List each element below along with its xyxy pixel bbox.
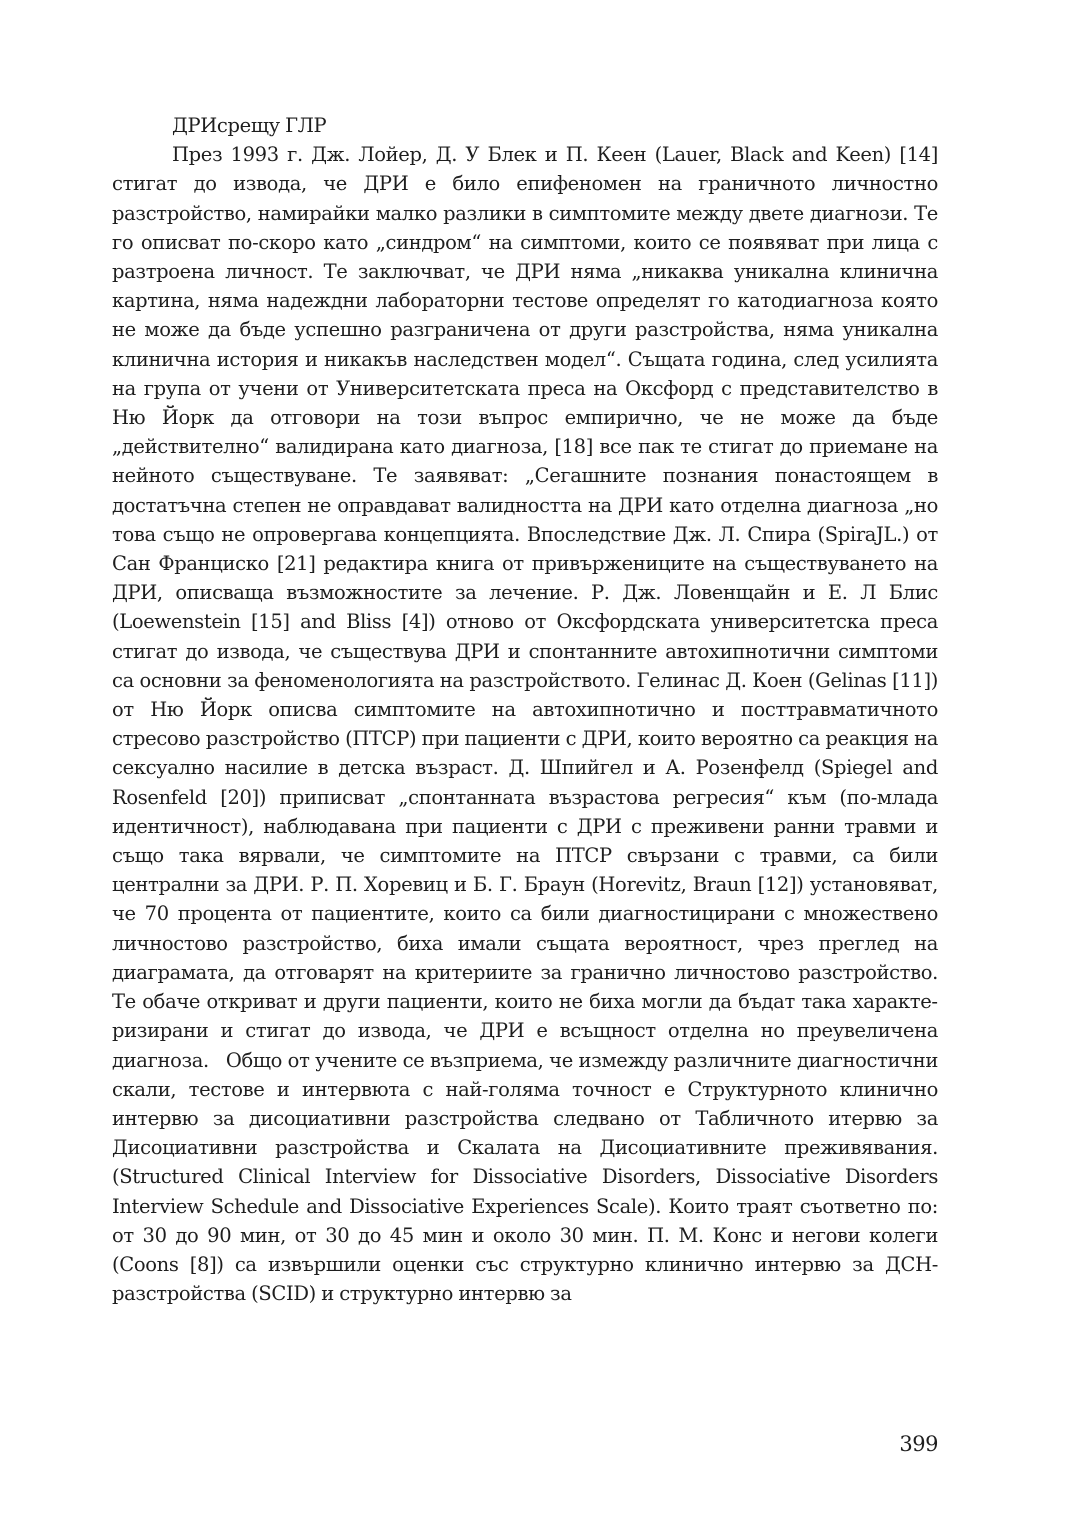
page-number: 399 xyxy=(899,1432,938,1456)
section-heading: ДРИсрещу ГЛР xyxy=(172,114,327,137)
body-text-block xyxy=(112,111,938,1308)
body-paragraph: През 1993 г. Дж. Лойер, Д. У Блек и П. Кеен (Lauer, Black and Keen) [14] стигат до извода, че ДРИ е било епифеномен на граничното личностно разстройство, намирайки малко разлики в симптомите между двете диагнози. Те го описват по-скоро като „синдром“ на симптоми, които се появяват при лица с разтроена личност. Те заключват, че ДРИ няма „никаква уникална клинична картина, няма надеждни лабораторни тестове определят го катодиагноза която не може да бъде успешно разграничена от други разстройства, няма уникална клинична история и никакъв наследствен модел“. Същата година, след усилията на група от учени от Университетската преса на Оксфорд с представителство в Ню Йорк да отговори на този въпрос емпирично, че не може да бъде „действително“ валидирана като диагноза, [18] все пак те стигат до приемане на нейното съществуване. Те заявяват: „Сегашните познания понастоящем в достатъчна степен не оправдават валидността на ДРИ като отделна диагноза „но това също не опровергава концепцията. Впоследствие Дж. Л. Спира (SpiraJL.) от Сан Франциско [21] редактира книга от привържениците на съществуването на ДРИ, описваща възможностите за лечение. Р. Дж. Ловенщайн и Е. Л Блис (Loewenstein [15] and Bliss [4]) отново от Оксфордската университетска преса стигат до извода, че съществува ДРИ и спонтанните автохипнотични симптоми са основни за феноменологията на разстройството. Гелинас Д. Коен (Gelinas [11]) от Ню Йорк описва симптомите на автохипнотично и посттравматичното стресово разстройство (ПТСР) при пациенти с ДРИ, които вероятно са реакция на сексуално насилие в детска възраст. Д. Шпийгел и А. Розенфелд (Spiegel and Rosenfeld [20]) приписват „спонтанната възрастова регресия“ към (по-млада идентичност), наблюдавана при пациенти с ДРИ с преживени ранни травми и също така вярвали, че симптомите на ПТСР свързани с травми, са били централни за ДРИ. Р. П. Хоревиц и Б. Г. Браун (Horevitz, Braun [12]) установяват, че 70 процента от пациентите, които са били диагностицирани с множествено личностово разстройство, биха имали същата вероятност, чрез преглед на диаграмата, да отговарят на критериите за гранично личностово разстройство. Те обаче откриват и други пациенти, които не биха могли да бъдат така характеризирани и стигат до извода, че ДРИ е всъщност отделна но преувеличена диагноза. Общо от учените се възприема, че измежду различните диагностични скали, тестове и интервюта с най-голяма точност е Структурното клинично интервю за дисоциативни разстройства следвано от Табличното итервю за Дисоциативни разстройства и Скалата на Дисоциативните преживявания. (Structured Clinical Interview for Dissociative Disorders, Dissociative Disorders Interview Schedule and Dissociative Experiences Scale). Които траят съответно по: от 30 до 90 мин, от 30 до 45 мин и около 30 мин. П. М. Конс и негови колеги (Coons [8]) са извършили оценки със структурно клинично интервю за ДСН-разстройства (SCID) и структурно интервю за xyxy=(112,143,938,1306)
